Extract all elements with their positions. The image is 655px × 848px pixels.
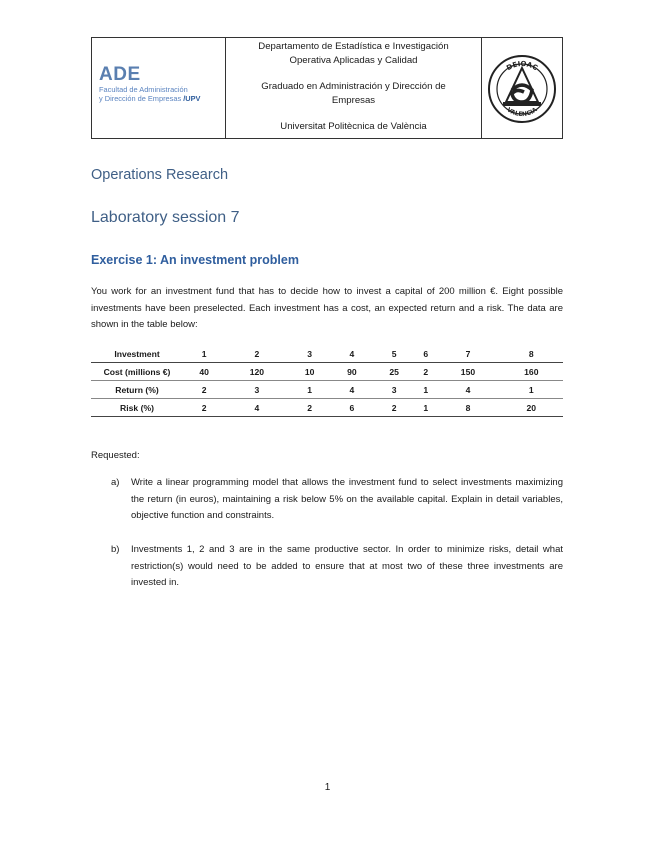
table-cell: 1: [528, 384, 534, 395]
table-cell: 2: [307, 402, 313, 413]
department-seal-icon: [486, 46, 558, 132]
row-label: Risk (%): [120, 402, 154, 413]
session-title: Laboratory session 7: [91, 209, 240, 226]
table-cell: 2: [201, 402, 207, 413]
list-item: [111, 542, 563, 592]
row-label: Cost (millions €): [103, 366, 171, 377]
course-title: Operations Research: [91, 167, 229, 183]
table-header-cell: 2: [254, 348, 260, 359]
list-item: [111, 475, 563, 525]
table-cell: 3: [391, 384, 397, 395]
table-header-row: [91, 345, 563, 363]
page-number: 1: [324, 782, 331, 793]
list-item-mark: b): [111, 544, 120, 555]
table-cell: 40: [199, 366, 209, 377]
dept-line2: Operativa Aplicadas y Calidad: [289, 55, 418, 66]
table-cell: 4: [349, 384, 355, 395]
row-label: Return (%): [115, 384, 159, 395]
table-cell: 1: [423, 402, 429, 413]
table-cell: 10: [304, 366, 315, 377]
table-cell: 90: [347, 366, 357, 377]
table-header-cell: 6: [423, 348, 429, 359]
logo-line2-b: /UPV: [183, 94, 201, 103]
table-header-label: Investment: [114, 348, 160, 359]
table-cell: 20: [526, 402, 537, 413]
table-cell: 4: [465, 384, 471, 395]
table-header-cell: 3: [307, 348, 313, 359]
list-item-text: Write a linear programming model that allows the investment fund to select investments maximizing the return (in euros), maintaining a risk below 5% on the available capital. Explain in detail variables, objective function and constraints.: [131, 477, 563, 521]
table-cell: 1: [307, 384, 313, 395]
seal-top-text: DEIOAC: [505, 59, 539, 73]
table-header-cell: 7: [465, 348, 471, 359]
faculty-logo-cell: [92, 38, 226, 138]
table-cell: 8: [465, 402, 471, 413]
list-item-mark: a): [111, 477, 120, 488]
logo-line2: [99, 94, 200, 103]
dept-line1: Departamento de Estadística e Investigación: [258, 41, 449, 52]
table-cell: 150: [460, 366, 476, 377]
table-cell: 2: [423, 366, 429, 377]
table-cell: 25: [389, 366, 399, 377]
header-table: [91, 37, 563, 139]
table-cell: 4: [254, 402, 260, 413]
seal-bottom-text: VALENCIA: [505, 106, 539, 119]
table-cell: 6: [349, 402, 355, 413]
table-row-risk: [91, 399, 563, 417]
table-cell: 3: [254, 384, 260, 395]
table-cell: 160: [524, 366, 539, 377]
table-cell: 120: [249, 366, 265, 377]
university-name: Universitat Politècnica de València: [280, 121, 427, 132]
table-cell: 2: [391, 402, 397, 413]
table-header-cell: 5: [391, 348, 397, 359]
table-cell: 1: [423, 384, 429, 395]
logo-line2-a: y Dirección de Empresas: [99, 94, 184, 103]
svg-text:VALENCIA: [505, 106, 538, 118]
ade-logo: [99, 65, 200, 103]
table-header-cell: 8: [528, 348, 534, 359]
degree-line1: Graduado en Administración y Dirección de: [261, 81, 446, 92]
logo-line1: Facultad de Administración: [99, 85, 188, 94]
degree-line2: Empresas: [331, 95, 376, 106]
department-seal-cell: [482, 38, 562, 138]
table-cell: 2: [201, 384, 207, 395]
list-item-text: Investments 1, 2 and 3 are in the same productive sector. In order to minimize risks, detail what restriction(s) would need to be added to ensure that at most two of these three investments are invested in.: [131, 544, 563, 588]
table-row-return: [91, 381, 563, 399]
intro-paragraph: You work for an investment fund that has to decide how to invest a capital of 200 million €. Eight possible investments have been preselected. Each investment has a cost, an expected return and a risk. The data are shown in the table below:: [91, 286, 563, 330]
header-text-cell: [226, 38, 482, 138]
requested-label: Requested:: [91, 450, 140, 461]
table-row-cost: [91, 363, 563, 381]
exercise-title: Exercise 1: An investment problem: [91, 253, 299, 267]
logo-mark: ADE: [99, 64, 141, 85]
investment-table: [91, 345, 563, 417]
table-header-cell: 1: [201, 348, 207, 359]
table-header-cell: 4: [349, 348, 355, 359]
